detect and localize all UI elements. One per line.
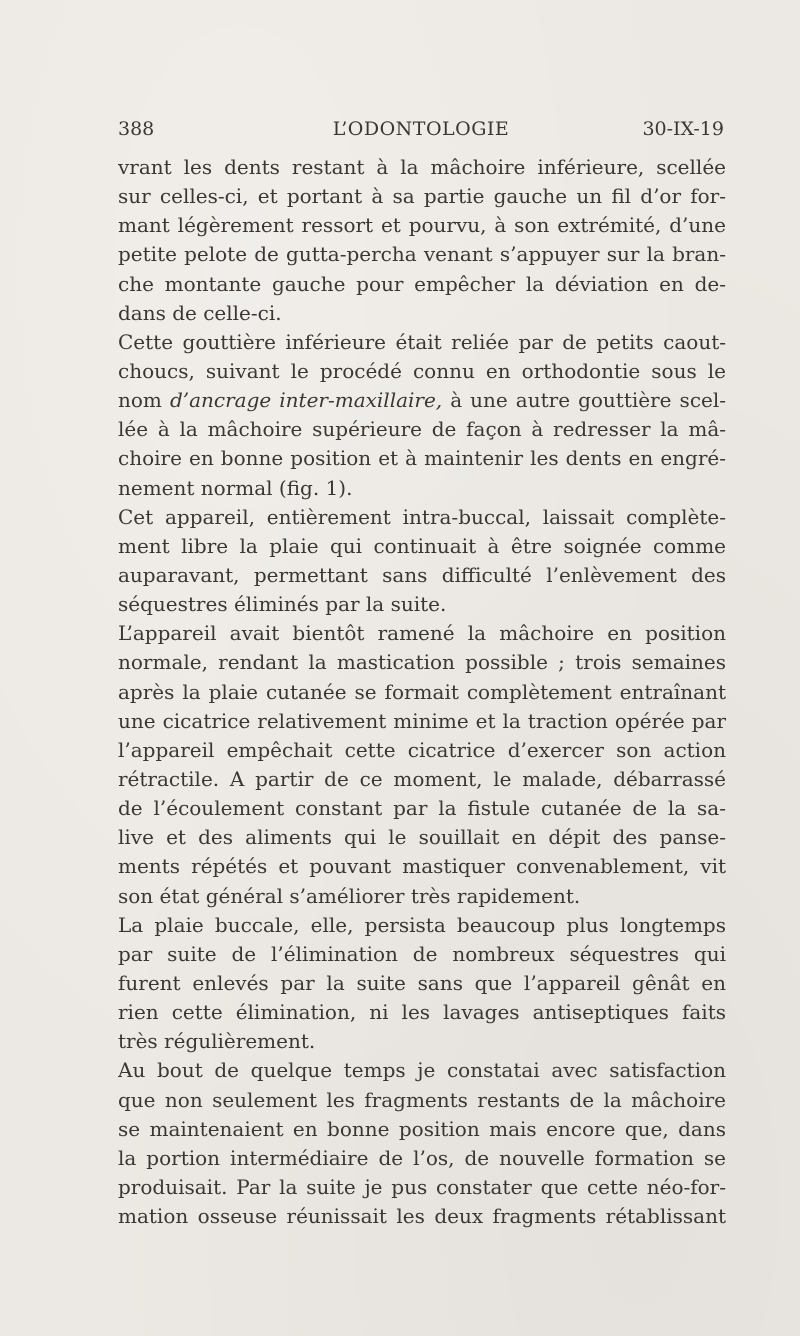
body-text bbox=[118, 153, 726, 1231]
text-line: une cicatrice relativement minime et la traction opérée par bbox=[118, 708, 726, 733]
text-line bbox=[118, 386, 726, 415]
text-line: nement normal (fig. 1). bbox=[118, 475, 353, 500]
text-fragment: à une autre gouttière scel- bbox=[442, 388, 726, 413]
text-line: choire en bonne position et à maintenir les dents en engré- bbox=[118, 446, 726, 471]
text-line: après la plaie cutanée se formait complètement entraînant bbox=[118, 679, 726, 704]
text-line: rétractile. A partir de ce moment, le malade, débarrassé bbox=[118, 766, 726, 791]
text-line: séquestres éliminés par la suite. bbox=[118, 592, 447, 617]
text-line: la portion intermédiaire de l’os, de nouvelle formation se bbox=[118, 1145, 726, 1170]
text-line: lée à la mâchoire supérieure de façon à redresser la mâ- bbox=[118, 417, 726, 442]
text-line: très régulièrement. bbox=[118, 1029, 316, 1054]
text-line: auparavant, permettant sans difficulté l’enlèvement des bbox=[118, 562, 726, 587]
text-line: che montante gauche pour empêcher la déviation en de- bbox=[118, 271, 726, 296]
paragraph-first-line: L’appareil avait bientôt ramené la mâchoire en position bbox=[118, 621, 726, 646]
paragraph-first-line: La plaie buccale, elle, persista beaucoup plus longtemps bbox=[118, 912, 726, 937]
text-line: furent enlevés par la suite sans que l’appareil gênât en bbox=[118, 970, 726, 995]
text-line: se maintenaient en bonne position mais encore que, dans bbox=[118, 1116, 726, 1141]
text-line: son état général s’améliorer très rapidement. bbox=[118, 883, 581, 908]
text-line: dans de celle-ci. bbox=[118, 300, 282, 325]
text-line: normale, rendant la mastication possible ; trois semaines bbox=[118, 650, 726, 675]
text-line: live et des aliments qui le souillait en dépit des panse- bbox=[118, 825, 726, 850]
text-line: que non seulement les fragments restants de la mâchoire bbox=[118, 1087, 726, 1112]
text-line: ment libre la plaie qui continuait à être soignée comme bbox=[118, 533, 726, 558]
text-line: produisait. Par la suite je pus constater que cette néo-for- bbox=[118, 1174, 726, 1199]
page-number: 388 bbox=[118, 118, 155, 140]
text-line: vrant les dents restant à la mâchoire inférieure, scellée bbox=[118, 155, 726, 179]
text-line: mant légèrement ressort et pourvu, à son extrémité, d’une bbox=[118, 213, 726, 238]
text-line: l’appareil empêchait cette cicatrice d’exercer son action bbox=[118, 737, 726, 762]
issue-date: 30-IX-19 bbox=[642, 118, 724, 140]
italic-term: d’ancrage inter-maxillaire, bbox=[169, 388, 443, 413]
running-title: L’ODONTOLOGIE bbox=[332, 118, 510, 140]
text-line: choucs, suivant le procédé connu en orthodontie sous le bbox=[118, 358, 726, 383]
text-line: de l’écoulement constant par la fistule cutanée de la sa- bbox=[118, 796, 726, 821]
text-line: sur celles-ci, et portant à sa partie gauche un fil d’or for- bbox=[118, 184, 726, 209]
text-line: petite pelote de gutta-percha venant s’appuyer sur la bran- bbox=[118, 242, 726, 267]
text-line: ments répétés et pouvant mastiquer convenablement, vit bbox=[118, 854, 726, 879]
text-line: mation osseuse réunissait les deux fragments rétablissant bbox=[118, 1204, 726, 1229]
text-line: rien cette élimination, ni les lavages antiseptiques faits bbox=[118, 1000, 726, 1025]
paragraph-first-line: Cette gouttière inférieure était reliée par de petits caout- bbox=[118, 329, 726, 354]
paragraph-first-line: Au bout de quelque temps je constatai avec satisfaction bbox=[118, 1058, 726, 1083]
text-line: par suite de l’élimination de nombreux séquestres qui bbox=[118, 941, 726, 966]
text-fragment: nom bbox=[118, 388, 170, 413]
paragraph-first-line: Cet appareil, entièrement intra-buccal, laissait complète- bbox=[118, 504, 726, 529]
page-header bbox=[118, 118, 724, 152]
